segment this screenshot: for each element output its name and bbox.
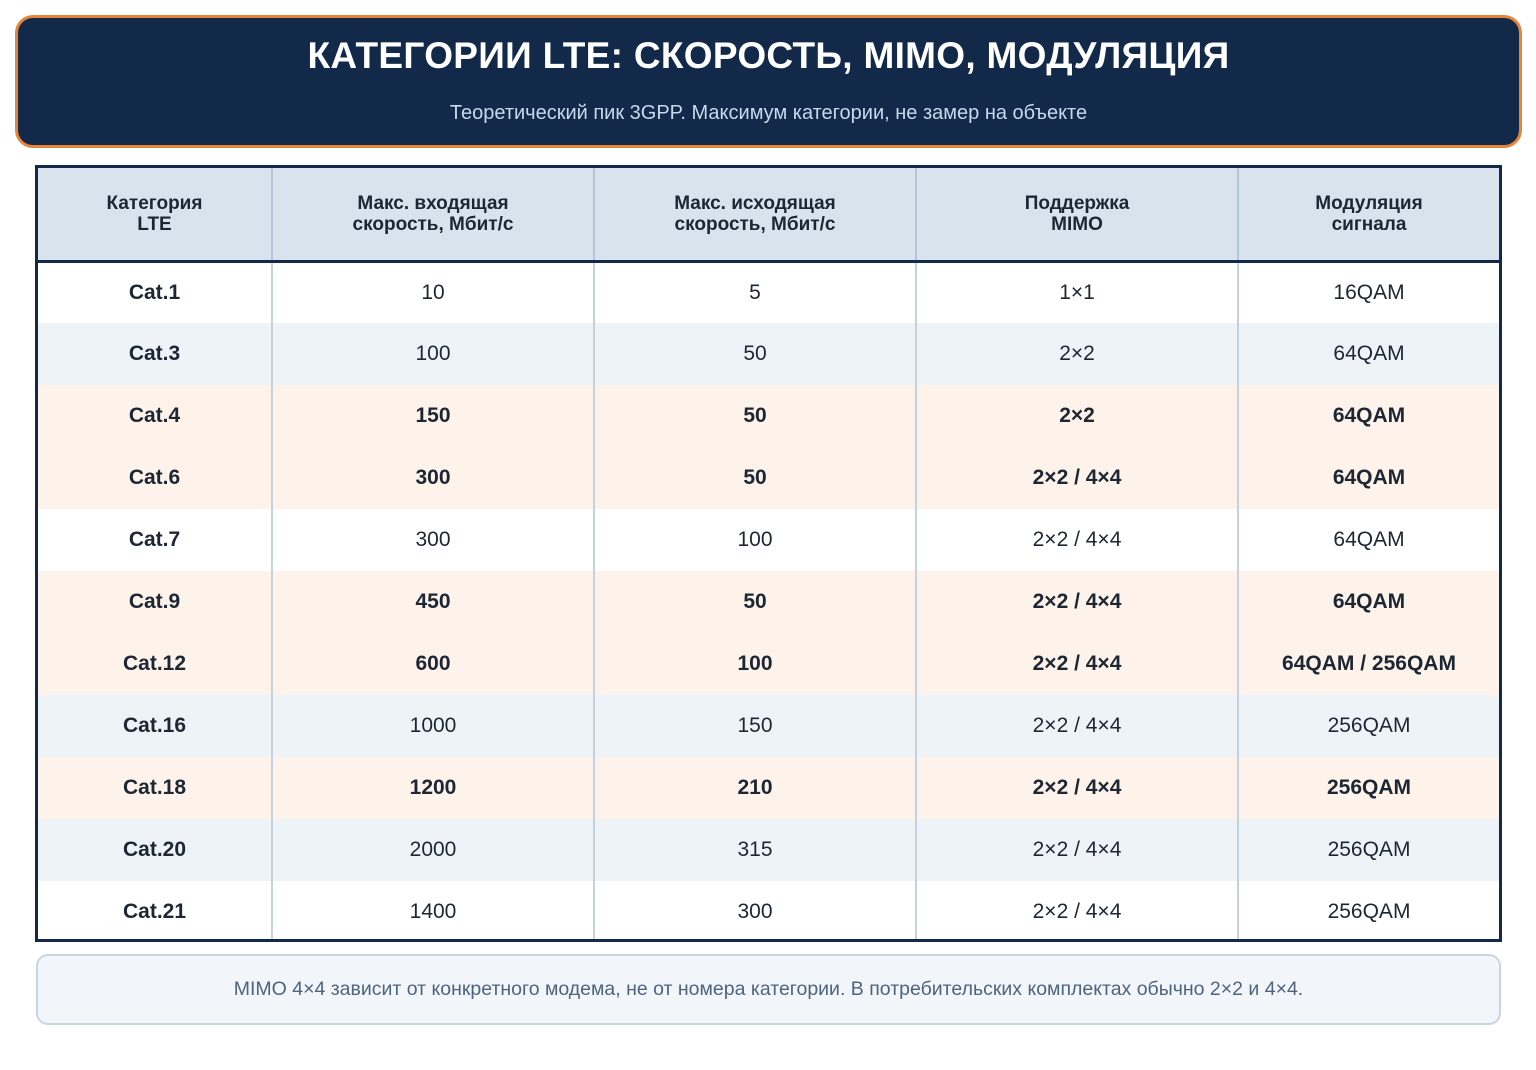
upload-cell: 100 (594, 633, 916, 695)
modulation-cell: 64QAM / 256QAM (1238, 633, 1499, 695)
table-row (38, 447, 1499, 509)
download-cell: 1000 (272, 695, 594, 757)
category-cell: Cat.4 (38, 385, 272, 447)
lte-categories-table-container (35, 165, 1502, 942)
download-cell: 150 (272, 385, 594, 447)
upload-cell: 300 (594, 881, 916, 942)
upload-cell: 50 (594, 571, 916, 633)
table-body (38, 261, 1499, 942)
mimo-cell: 2×2 / 4×4 (916, 509, 1238, 571)
modulation-cell: 64QAM (1238, 509, 1499, 571)
modulation-cell: 256QAM (1238, 819, 1499, 881)
download-cell: 1400 (272, 881, 594, 942)
download-cell: 10 (272, 261, 594, 323)
table-row (38, 819, 1499, 881)
category-cell: Cat.16 (38, 695, 272, 757)
mimo-cell: 2×2 (916, 385, 1238, 447)
table-row (38, 757, 1499, 819)
table-row (38, 261, 1499, 323)
upload-cell: 50 (594, 323, 916, 385)
table-header (38, 168, 1499, 261)
modulation-cell: 64QAM (1238, 447, 1499, 509)
download-cell: 1200 (272, 757, 594, 819)
lte-categories-table (38, 168, 1499, 942)
column-category-header: Категория LTE (38, 168, 272, 261)
table-header-row (38, 168, 1499, 261)
category-cell: Cat.9 (38, 571, 272, 633)
table-row (38, 509, 1499, 571)
header-banner (15, 15, 1522, 148)
table-row (38, 881, 1499, 942)
category-cell: Cat.12 (38, 633, 272, 695)
mimo-cell: 2×2 / 4×4 (916, 571, 1238, 633)
mimo-cell: 2×2 / 4×4 (916, 695, 1238, 757)
category-cell: Cat.1 (38, 261, 272, 323)
mimo-cell: 2×2 / 4×4 (916, 881, 1238, 942)
modulation-cell: 256QAM (1238, 695, 1499, 757)
download-cell: 450 (272, 571, 594, 633)
mimo-cell: 2×2 (916, 323, 1238, 385)
table-row (38, 571, 1499, 633)
column-download-header: Макс. входящая скорость, Мбит/с (272, 168, 594, 261)
mimo-cell: 2×2 / 4×4 (916, 633, 1238, 695)
upload-cell: 100 (594, 509, 916, 571)
upload-cell: 5 (594, 261, 916, 323)
mimo-cell: 2×2 / 4×4 (916, 757, 1238, 819)
footnote: MIMO 4×4 зависит от конкретного модема, не от номера категории. В потребительских комплектах обычно 2×2 и 4×4. (36, 954, 1501, 1025)
page-title: КАТЕГОРИИ LTE: СКОРОСТЬ, MIMO, МОДУЛЯЦИЯ (307, 35, 1230, 76)
page-subtitle: Теоретический пик 3GPP. Максимум категории, не замер на объекте (449, 102, 1088, 124)
modulation-cell: 64QAM (1238, 385, 1499, 447)
mimo-cell: 1×1 (916, 261, 1238, 323)
download-cell: 100 (272, 323, 594, 385)
modulation-cell: 16QAM (1238, 261, 1499, 323)
upload-cell: 50 (594, 385, 916, 447)
modulation-cell: 256QAM (1238, 881, 1499, 942)
upload-cell: 210 (594, 757, 916, 819)
download-cell: 2000 (272, 819, 594, 881)
table-row (38, 633, 1499, 695)
table-row (38, 323, 1499, 385)
table-row (38, 385, 1499, 447)
upload-cell: 315 (594, 819, 916, 881)
download-cell: 300 (272, 509, 594, 571)
mimo-cell: 2×2 / 4×4 (916, 819, 1238, 881)
download-cell: 600 (272, 633, 594, 695)
column-modulation-header: Модуляция сигнала (1238, 168, 1499, 261)
modulation-cell: 256QAM (1238, 757, 1499, 819)
modulation-cell: 64QAM (1238, 323, 1499, 385)
category-cell: Cat.21 (38, 881, 272, 942)
category-cell: Cat.3 (38, 323, 272, 385)
category-cell: Cat.20 (38, 819, 272, 881)
table-row (38, 695, 1499, 757)
download-cell: 300 (272, 447, 594, 509)
category-cell: Cat.18 (38, 757, 272, 819)
upload-cell: 150 (594, 695, 916, 757)
category-cell: Cat.6 (38, 447, 272, 509)
mimo-cell: 2×2 / 4×4 (916, 447, 1238, 509)
column-mimo-header: Поддержка MIMO (916, 168, 1238, 261)
upload-cell: 50 (594, 447, 916, 509)
column-upload-header: Макс. исходящая скорость, Мбит/с (594, 168, 916, 261)
category-cell: Cat.7 (38, 509, 272, 571)
modulation-cell: 64QAM (1238, 571, 1499, 633)
